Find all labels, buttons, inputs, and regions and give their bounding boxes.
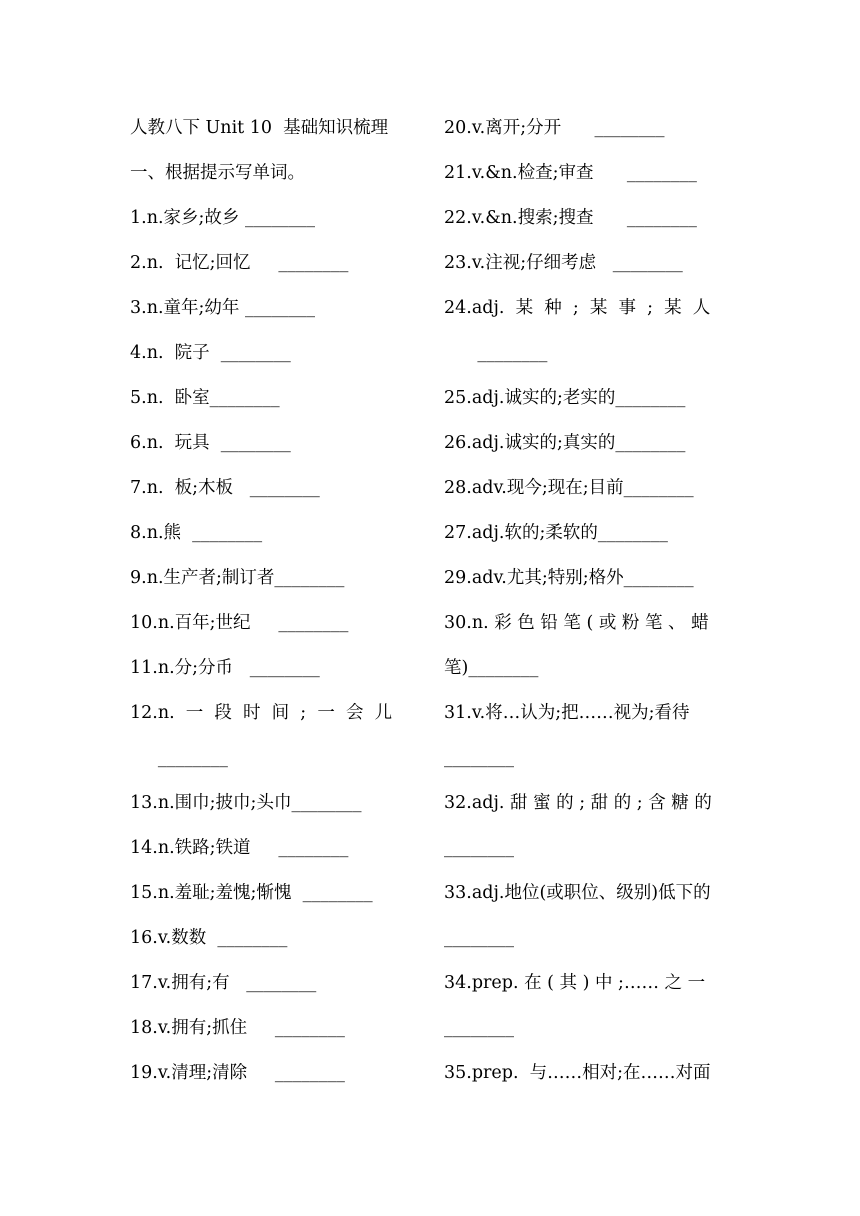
- vocab-item-15: 15.n.羞耻;羞愧;惭愧 ________: [130, 883, 373, 903]
- vocab-item-34: 34.prep. 在 ( 其 ) 中 ;…… 之 一: [444, 973, 706, 993]
- vocab-item-33: 33.adj.地位(或职位、级别)低下的: [444, 883, 711, 903]
- vocab-item-35: 35.prep. 与……相对;在……对面: [444, 1063, 711, 1083]
- vocab-item-1: 1.n.家乡;故乡 ________: [130, 208, 315, 228]
- doc-title: 人教八下 Unit 10 基础知识梳理: [130, 118, 389, 138]
- vocab-item-6: 6.n. 玩具 ________: [130, 433, 291, 453]
- vocab-item-12: 12.n. 一 段 时 间 ; 一 会 儿: [130, 703, 393, 723]
- vocab-item-11: 11.n.分;分币 ________: [130, 658, 320, 678]
- vocab-item-20: 20.v.离开;分开 ________: [444, 118, 665, 138]
- vocab-item-25: 25.adj.诚实的;老实的________: [444, 388, 686, 408]
- vocab-item-3: 3.n.童年;幼年 ________: [130, 298, 315, 318]
- vocab-item-24-blank: ________: [444, 343, 548, 363]
- vocab-item-33-blank: ________: [444, 928, 514, 948]
- vocab-item-30: 30.n. 彩 色 铅 笔 ( 或 粉 笔 、 蜡: [444, 613, 709, 633]
- vocab-item-32: 32.adj. 甜 蜜 的 ; 甜 的 ; 含 糖 的: [444, 793, 712, 813]
- vocab-item-34-blank: ________: [444, 1018, 514, 1038]
- vocab-item-7: 7.n. 板;木板 ________: [130, 478, 320, 498]
- vocab-item-21: 21.v.&n.检查;审查 ________: [444, 163, 697, 183]
- vocab-item-12-blank: ________: [130, 748, 228, 768]
- vocab-item-18: 18.v.拥有;抓住 ________: [130, 1018, 345, 1038]
- vocab-item-22: 22.v.&n.搜索;搜查 ________: [444, 208, 697, 228]
- vocab-item-23: 23.v.注视;仔细考虑 ________: [444, 253, 683, 273]
- vocab-item-29: 29.adv.尤其;特别;格外________: [444, 568, 694, 588]
- vocab-item-31-blank: ________: [444, 748, 514, 768]
- vocab-item-5: 5.n. 卧室________: [130, 388, 280, 408]
- vocab-item-14: 14.n.铁路;铁道 ________: [130, 838, 349, 858]
- vocab-item-13: 13.n.围巾;披巾;头巾________: [130, 793, 362, 813]
- vocab-item-26: 26.adj.诚实的;真实的________: [444, 433, 686, 453]
- vocab-item-32-blank: ________: [444, 838, 514, 858]
- vocab-item-28: 28.adv.现今;现在;目前________: [444, 478, 694, 498]
- vocab-item-30-cont: 笔)________: [444, 658, 539, 678]
- vocab-item-27: 27.adj.软的;柔软的________: [444, 523, 668, 543]
- vocab-item-9: 9.n.生产者;制订者________: [130, 568, 345, 588]
- vocab-item-17: 17.v.拥有;有 ________: [130, 973, 317, 993]
- vocab-item-4: 4.n. 院子 ________: [130, 343, 291, 363]
- vocab-item-19: 19.v.清理;清除 ________: [130, 1063, 345, 1083]
- section-heading: 一、根据提示写单词。: [130, 163, 305, 183]
- vocab-item-10: 10.n.百年;世纪 ________: [130, 613, 349, 633]
- vocab-item-31: 31.v.将…认为;把……视为;看待: [444, 703, 690, 723]
- vocab-item-16: 16.v.数数 ________: [130, 928, 288, 948]
- vocab-item-24: 24.adj. 某 种 ; 某 事 ; 某 人: [444, 298, 711, 318]
- vocab-item-8: 8.n.熊 ________: [130, 523, 263, 543]
- vocab-item-2: 2.n. 记忆;回忆 ________: [130, 253, 349, 273]
